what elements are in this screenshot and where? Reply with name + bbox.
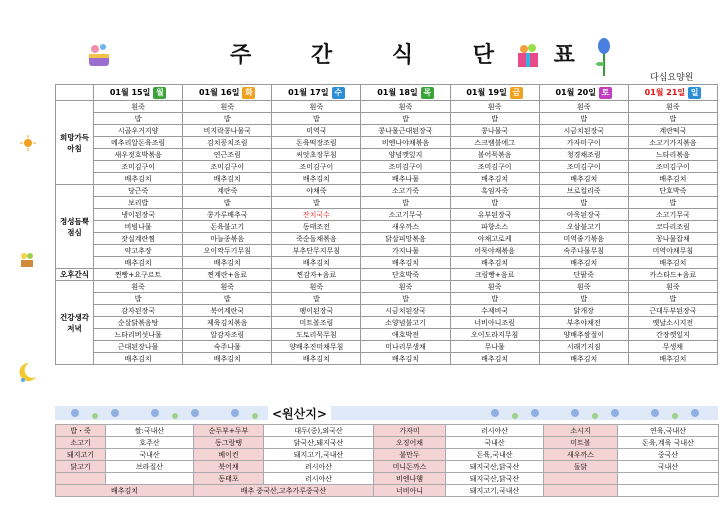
- flower-pot-icon: [18, 250, 36, 268]
- day-date: 01월 21일: [644, 87, 686, 97]
- menu-row: [56, 149, 718, 161]
- menu-item: 흰죽: [450, 101, 539, 113]
- menu-item: 씨앗초장무침: [272, 149, 361, 161]
- menu-row: [56, 353, 718, 365]
- origin-item: 닭고기: [56, 461, 106, 473]
- menu-item: 브로컬리죽: [539, 185, 628, 197]
- menu-item: 계란떡국: [628, 125, 717, 137]
- menu-row: [56, 293, 718, 305]
- menu-item: 흰죽: [450, 281, 539, 293]
- menu-item: 오삼불고기: [539, 221, 628, 233]
- menu-item: 당근죽: [94, 185, 183, 197]
- menu-item: 밥: [361, 113, 450, 125]
- menu-item: 숙주나물: [183, 341, 272, 353]
- menu-item: 마늘종볶음: [183, 233, 272, 245]
- menu-item: 조미김구이: [361, 161, 450, 173]
- menu-item: 배추김치: [450, 173, 539, 185]
- menu-item: 배추김치: [539, 173, 628, 185]
- origin-row: [56, 485, 719, 497]
- menu-item: 미트볼조림: [272, 317, 361, 329]
- menu-item: 청경채조림: [539, 149, 628, 161]
- menu-item: 밥: [628, 293, 717, 305]
- cake-icon: [85, 40, 113, 70]
- menu-row: [56, 125, 718, 137]
- origin-item: 베이컨: [194, 449, 264, 461]
- origin-country: 대두(중),외국산: [264, 425, 374, 437]
- menu-item: 배추김치: [361, 353, 450, 365]
- meal-section-label: 희망가득 아침: [56, 101, 94, 185]
- menu-item: 느타리버섯나물: [94, 329, 183, 341]
- origin-row: [56, 425, 719, 437]
- menu-item: 연근조림: [183, 149, 272, 161]
- menu-item: 흰죽: [539, 281, 628, 293]
- menu-item: 시래기지짐: [539, 341, 628, 353]
- origin-country: 돼지국산,닭국산: [446, 473, 544, 485]
- menu-item: 흑임자죽: [450, 185, 539, 197]
- menu-item: 보리밥: [94, 197, 183, 209]
- menu-item: 밥: [539, 113, 628, 125]
- menu-item: 양배추진미채무침: [272, 341, 361, 353]
- menu-item: 밥: [183, 293, 272, 305]
- menu-item: 조미김구이: [450, 161, 539, 173]
- menu-item: 콩나물근대된장국: [361, 125, 450, 137]
- menu-item: 스크램블에그: [450, 137, 539, 149]
- origin-country: 러시아산: [264, 461, 374, 473]
- day-date: 01월 20일: [555, 87, 596, 97]
- menu-item: 단팥죽: [539, 269, 628, 281]
- menu-item: 배추김치: [272, 173, 361, 185]
- menu-item: 양념깻잎지: [361, 149, 450, 161]
- origin-country: 국내산: [446, 437, 544, 449]
- origin-item: 새우까스: [544, 449, 618, 461]
- origin-item: 가자미: [374, 425, 446, 437]
- origin-country: 국내산: [106, 449, 194, 461]
- menu-item: 밥: [94, 113, 183, 125]
- menu-item: 흰죽: [628, 281, 717, 293]
- menu-item: 배추김치: [361, 257, 450, 269]
- menu-item: 밥: [628, 197, 717, 209]
- menu-item: 배추김치: [272, 257, 361, 269]
- origin-item: 동그랑땡: [194, 437, 264, 449]
- menu-item: 카스타드+음료: [628, 269, 717, 281]
- menu-item: 비지락콩나물국: [183, 125, 272, 137]
- menu-item: 팽이된장국: [272, 305, 361, 317]
- menu-item: 밥: [539, 197, 628, 209]
- origin-row: [56, 449, 719, 461]
- day-date: 01월 15일: [109, 87, 151, 97]
- menu-item: 소양념불고기: [361, 317, 450, 329]
- menu-item: 조미김구이: [539, 161, 628, 173]
- origin-country: 돈육,국내산: [446, 449, 544, 461]
- menu-row: [56, 341, 718, 353]
- weekly-menu-table: [55, 84, 718, 365]
- menu-item: 흰죽: [539, 101, 628, 113]
- menu-item: 미나리무생채: [361, 341, 450, 353]
- menu-item: 약고추장: [94, 245, 183, 257]
- origin-item: 동태포: [194, 473, 264, 485]
- menu-item: 밥: [183, 197, 272, 209]
- menu-item: 조미김구이: [94, 161, 183, 173]
- menu-item: 시금치된장국: [361, 305, 450, 317]
- menu-item: 가자미구이: [539, 137, 628, 149]
- menu-item: 야채죽: [272, 185, 361, 197]
- menu-row: [56, 233, 718, 245]
- meal-section-label: 오후간식: [56, 269, 94, 281]
- menu-item: 찐계란+음료: [183, 269, 272, 281]
- menu-item: 미역야채무침: [628, 245, 717, 257]
- origin-item: 너비아니: [374, 485, 446, 497]
- day-of-week-badge: 토: [599, 87, 612, 99]
- menu-item: 배추김치: [628, 257, 717, 269]
- menu-item: 흰죽: [361, 101, 450, 113]
- origin-country: 쌀:국내산: [106, 425, 194, 437]
- day-of-week-badge: 금: [510, 87, 523, 99]
- day-date: 01월 18일: [377, 87, 418, 97]
- menu-item: 조미김구이: [272, 161, 361, 173]
- menu-item: 감자된장국: [94, 305, 183, 317]
- menu-item: 파향소스: [450, 221, 539, 233]
- menu-item: 배추김치: [94, 173, 183, 185]
- menu-item: 흰죽: [94, 101, 183, 113]
- menu-item: 새우까스: [361, 221, 450, 233]
- menu-item: 소고기죽: [361, 185, 450, 197]
- origin-item: [544, 473, 618, 485]
- origin-item: 북어채: [194, 461, 264, 473]
- menu-item: 찐빵+요구르트: [94, 269, 183, 281]
- menu-row: [56, 329, 718, 341]
- origin-country: 닭국산,돼지국산: [264, 437, 374, 449]
- origin-item: 미니돈까스: [374, 461, 446, 473]
- menu-item: 밥: [539, 293, 628, 305]
- day-header: [628, 85, 717, 101]
- menu-item: 돈육떡장조림: [272, 137, 361, 149]
- menu-item: 흰죽: [272, 281, 361, 293]
- day-date: 01월 17일: [288, 87, 329, 97]
- meal-section-label: 건강생각 저녁: [56, 281, 94, 365]
- menu-item: 단호박죽: [628, 185, 717, 197]
- day-date: 01월 19일: [466, 87, 507, 97]
- menu-item: 조미김구이: [628, 161, 717, 173]
- menu-item: 비엔나야채볶음: [361, 137, 450, 149]
- origin-banner-decoration: [55, 404, 718, 422]
- menu-item: 닭개장: [539, 305, 628, 317]
- menu-item: 간장깻잎지: [628, 329, 717, 341]
- menu-row: [56, 185, 718, 197]
- sun-icon: [20, 135, 36, 151]
- menu-item: 도토리묵무침: [272, 329, 361, 341]
- day-of-week-badge: 목: [421, 87, 434, 99]
- brand-name: 다심요양원: [650, 73, 694, 83]
- menu-item: 밥: [450, 293, 539, 305]
- menu-item: 볼어묵볶음: [450, 149, 539, 161]
- menu-item: 배추김치: [183, 257, 272, 269]
- day-of-week-badge: 일: [688, 87, 701, 99]
- menu-item: 알감자조림: [183, 329, 272, 341]
- menu-item: 야채고로케: [450, 233, 539, 245]
- menu-item: 북어계란국: [183, 305, 272, 317]
- origin-item: 돌닭: [544, 461, 618, 473]
- origin-country: 돼지고기,국내산: [446, 485, 544, 497]
- menu-item: 배추김치: [628, 353, 717, 365]
- menu-row: [56, 305, 718, 317]
- page-title: 주 간 식 단 표: [230, 42, 601, 68]
- menu-item: 코다리조림: [628, 221, 717, 233]
- origin-item: 불만두: [374, 449, 446, 461]
- menu-item: 배추김치: [628, 173, 717, 185]
- menu-item: 찐감자+음료: [272, 269, 361, 281]
- origin-country: 연육,국내산: [618, 425, 719, 437]
- menu-item: 시골우거지양: [94, 125, 183, 137]
- menu-item: 소고기무국: [361, 209, 450, 221]
- menu-item: 김치꽁치조림: [183, 137, 272, 149]
- menu-item: 무생채: [628, 341, 717, 353]
- menu-row: [56, 209, 718, 221]
- origin-item: [56, 473, 106, 485]
- menu-item: 밥: [272, 293, 361, 305]
- menu-item: 제육김치볶음: [183, 317, 272, 329]
- menu-row: [56, 221, 718, 233]
- menu-item: 배추김치: [183, 353, 272, 365]
- menu-item: 크림빵+음료: [450, 269, 539, 281]
- day-header: [361, 85, 450, 101]
- menu-item: 부추야채전: [539, 317, 628, 329]
- day-date: 01월 16일: [198, 87, 240, 97]
- menu-item: 흰죽: [94, 281, 183, 293]
- menu-row: [56, 161, 718, 173]
- menu-item: 미역줄기볶음: [539, 233, 628, 245]
- menu-row: [56, 281, 718, 293]
- menu-item: 밥: [628, 113, 717, 125]
- menu-item: 동태조전: [272, 221, 361, 233]
- menu-item: 밥: [183, 113, 272, 125]
- menu-item: 부추단무지무침: [272, 245, 361, 257]
- moon-icon: [15, 360, 39, 384]
- menu-item: 콩나물국: [450, 125, 539, 137]
- origin-country: [106, 473, 194, 485]
- origin-title: <원산지>: [268, 405, 331, 422]
- menu-item: 미역국: [272, 125, 361, 137]
- menu-row: [56, 173, 718, 185]
- menu-item: 오이깍두기무침: [183, 245, 272, 257]
- menu-item: 무나물: [450, 341, 539, 353]
- menu-item: 어묵야채볶음: [450, 245, 539, 257]
- day-header: [450, 85, 539, 101]
- origin-country: [618, 485, 719, 497]
- origin-row: [56, 437, 719, 449]
- menu-item: 메추리알돈육조림: [94, 137, 183, 149]
- origin-country: 돼지국산,닭국산: [446, 461, 544, 473]
- menu-item: 숙주나물무침: [539, 245, 628, 257]
- menu-item: 배추김치: [183, 173, 272, 185]
- menu-item: 애호박전: [361, 329, 450, 341]
- menu-item: 돈육불고기: [183, 221, 272, 233]
- menu-item: 배추김치: [539, 353, 628, 365]
- origin-row: [56, 461, 719, 473]
- menu-item: 죽순돌채볶음: [272, 233, 361, 245]
- menu-item: 근대된장나물: [94, 341, 183, 353]
- menu-item: 조미김구이: [183, 161, 272, 173]
- menu-item: 배추김치: [450, 257, 539, 269]
- menu-item: 유부된장국: [450, 209, 539, 221]
- day-header: [94, 85, 183, 101]
- origin-item: 비엔나햄: [374, 473, 446, 485]
- origin-country: 돈육,계육 국내산: [618, 437, 719, 449]
- origin-item: 소고기: [56, 437, 106, 449]
- menu-item: 닭살피망볶음: [361, 233, 450, 245]
- menu-item: 밥: [361, 293, 450, 305]
- menu-item: 흰죽: [628, 101, 717, 113]
- meal-section-label: 정성듬뿍 점심: [56, 185, 94, 269]
- day-header: [183, 85, 272, 101]
- menu-row: [56, 101, 718, 113]
- menu-item: 흰죽: [183, 281, 272, 293]
- day-of-week-badge: 월: [153, 87, 166, 99]
- menu-item: 흰죽: [361, 281, 450, 293]
- day-of-week-badge: 수: [332, 87, 345, 99]
- day-header-row: [56, 85, 718, 101]
- menu-item: 밥: [450, 197, 539, 209]
- menu-row: [56, 269, 718, 281]
- menu-item: 배추김치: [539, 257, 628, 269]
- origin-table: [55, 424, 719, 497]
- origin-country: 러시아산: [446, 425, 544, 437]
- origin-item: 미트볼: [544, 437, 618, 449]
- menu-item: 소고기무국: [628, 209, 717, 221]
- origin-country: [618, 473, 719, 485]
- menu-item: 배추김치: [272, 353, 361, 365]
- day-header: [272, 85, 361, 101]
- menu-item: 새우젓호박볶음: [94, 149, 183, 161]
- origin-country: 브라질산: [106, 461, 194, 473]
- menu-item: 밥: [361, 197, 450, 209]
- origin-item: [544, 485, 618, 497]
- menu-item: 밥: [272, 197, 361, 209]
- origin-country: 러시아산: [264, 473, 374, 485]
- menu-item: 옛날소시지전: [628, 317, 717, 329]
- menu-item: 잣실계란찜: [94, 233, 183, 245]
- origin-item: 소시지: [544, 425, 618, 437]
- menu-item: 수제비국: [450, 305, 539, 317]
- menu-item: 오이도라지무침: [450, 329, 539, 341]
- menu-row: [56, 257, 718, 269]
- menu-item: 비빔나물: [94, 221, 183, 233]
- origin-item: 배추 중국산,고추가루중국산: [194, 485, 374, 497]
- menu-item: 밥: [450, 113, 539, 125]
- origin-country: 국내산: [618, 461, 719, 473]
- menu-item: 밥: [272, 113, 361, 125]
- menu-item: 배추김치: [94, 257, 183, 269]
- menu-item: 계란죽: [183, 185, 272, 197]
- menu-item: 양배추쌈절이: [539, 329, 628, 341]
- menu-item: 꽁나물잡채: [628, 233, 717, 245]
- menu-item: 시금치된장국: [539, 125, 628, 137]
- origin-country: 중국산: [618, 449, 719, 461]
- origin-item: 오징어채: [374, 437, 446, 449]
- menu-item: 단호박죽: [361, 269, 450, 281]
- menu-item: 너비아니조림: [450, 317, 539, 329]
- menu-row: [56, 197, 718, 209]
- menu-item: 근대두부된장국: [628, 305, 717, 317]
- origin-country: 돼지고기,국내산: [264, 449, 374, 461]
- menu-item: 흰죽: [183, 101, 272, 113]
- menu-item: 잔치국수: [272, 209, 361, 221]
- day-header: [539, 85, 628, 101]
- menu-item: 냉이된장국: [94, 209, 183, 221]
- day-of-week-badge: 화: [242, 87, 255, 99]
- menu-item: 순살닭볶음탕: [94, 317, 183, 329]
- menu-row: [56, 317, 718, 329]
- menu-item: 밥: [94, 293, 183, 305]
- menu-item: 느타리볶음: [628, 149, 717, 161]
- menu-item: 흰죽: [272, 101, 361, 113]
- menu-item: 아욱된장국: [539, 209, 628, 221]
- origin-item: 돼지고기: [56, 449, 106, 461]
- menu-row: [56, 245, 718, 257]
- origin-item: 배추김치: [56, 485, 194, 497]
- menu-body: [56, 101, 718, 365]
- origin-row: [56, 473, 719, 485]
- origin-item: 순두부+두부: [194, 425, 264, 437]
- menu-item: 소고기가지볶음: [628, 137, 717, 149]
- menu-item: 배추김치: [450, 353, 539, 365]
- menu-item: 배추김치: [94, 353, 183, 365]
- menu-row: [56, 137, 718, 149]
- menu-row: [56, 113, 718, 125]
- origin-item: 밥・죽: [56, 425, 106, 437]
- origin-country: 호주산: [106, 437, 194, 449]
- menu-item: 배추나물: [361, 173, 450, 185]
- menu-item: 가지나물: [361, 245, 450, 257]
- menu-item: 콩가루배추국: [183, 209, 272, 221]
